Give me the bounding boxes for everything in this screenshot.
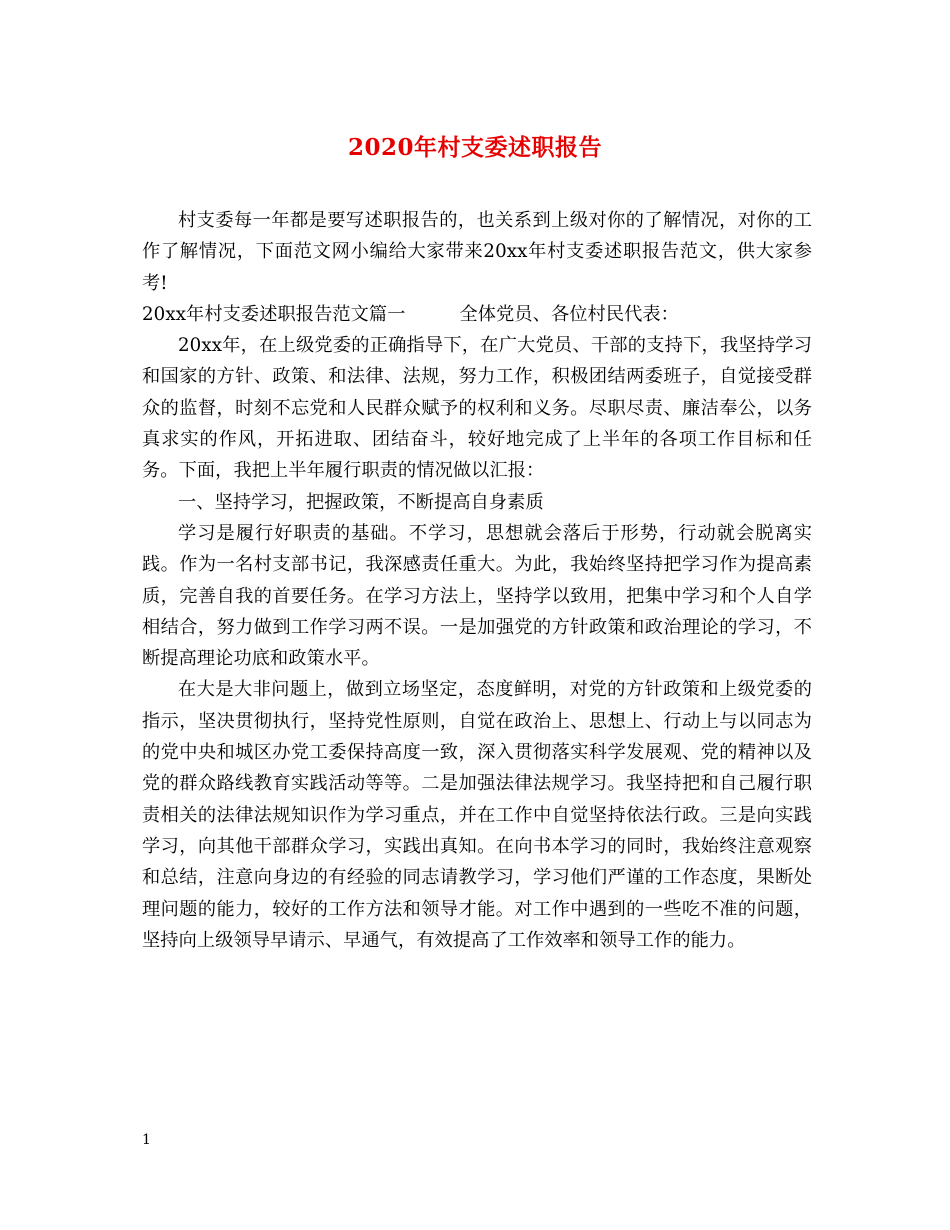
page-number: 1: [142, 1132, 151, 1148]
body-paragraph-3: 在大是大非问题上，做到立场坚定，态度鲜明，对党的方针政策和上级党委的指示，坚决贯彻执行，坚持党性原则，自觉在政治上、思想上、行动上与以同志为的党中央和城区办党工委保持高度一致，深入贯彻落实科学发展观、党的精神以及党的群众路线教育实践活动等等。二是加强法律法规学习。我坚持把和自己履行职责相关的法律法规知识作为学习重点，并在工作中自觉坚持依法行政。三是向实践学习，向其他干部群众学习，实践出真知。在向书本学习的同时，我始终注意观察和总结，注意向身边的有经验的同志请教学习，学习他们严谨的工作态度，果断处理问题的能力，较好的工作方法和领导才能。对工作中遇到的一些吃不准的问题，坚持向上级领导早请示、早通气，有效提高了工作效率和领导工作的能力。: [142, 679, 812, 951]
document-body: [142, 205, 812, 956]
section-heading-line: [142, 299, 812, 330]
document-title: 2020年村支委述职报告: [347, 134, 602, 161]
section-title: 20xx年村支委述职报告范文篇一: [142, 303, 406, 325]
subheading-1: 一、坚持学习，把握政策，不断提高自身素质: [178, 491, 544, 513]
body-paragraph-1: 20xx年，在上级党委的正确指导下，在广大党员、干部的支持下，我坚持学习和国家的方针、政策、和法律、法规，努力工作，积极团结两委班子，自觉接受群众的监督，时刻不忘党和人民群众赋予的权利和义务。尽职尽责、廉洁奉公，以务真求实的作风，开拓进取、团结奋斗，较好地完成了上半年的各项工作目标和任务。下面，我把上半年履行职责的情况做以汇报：: [142, 335, 812, 482]
salutation: 全体党员、各位村民代表：: [459, 303, 679, 325]
body-paragraph-2: 学习是履行好职责的基础。不学习，思想就会落后于形势，行动就会脱离实践。作为一名村支部书记，我深感责任重大。为此，我始终坚持把学习作为提高素质，完善自我的首要任务。在学习方法上，坚持学以致用，把集中学习和个人自学相结合，努力做到工作学习两不误。一是加强党的方针政策和政治理论的学习，不断提高理论功底和政策水平。: [142, 522, 812, 670]
intro-paragraph: 村支委每一年都是要写述职报告的，也关系到上级对你的了解情况，对你的工作了解情况，下面范文网小编给大家带来20xx年村支委述职报告范文，供大家参考!: [142, 210, 812, 294]
